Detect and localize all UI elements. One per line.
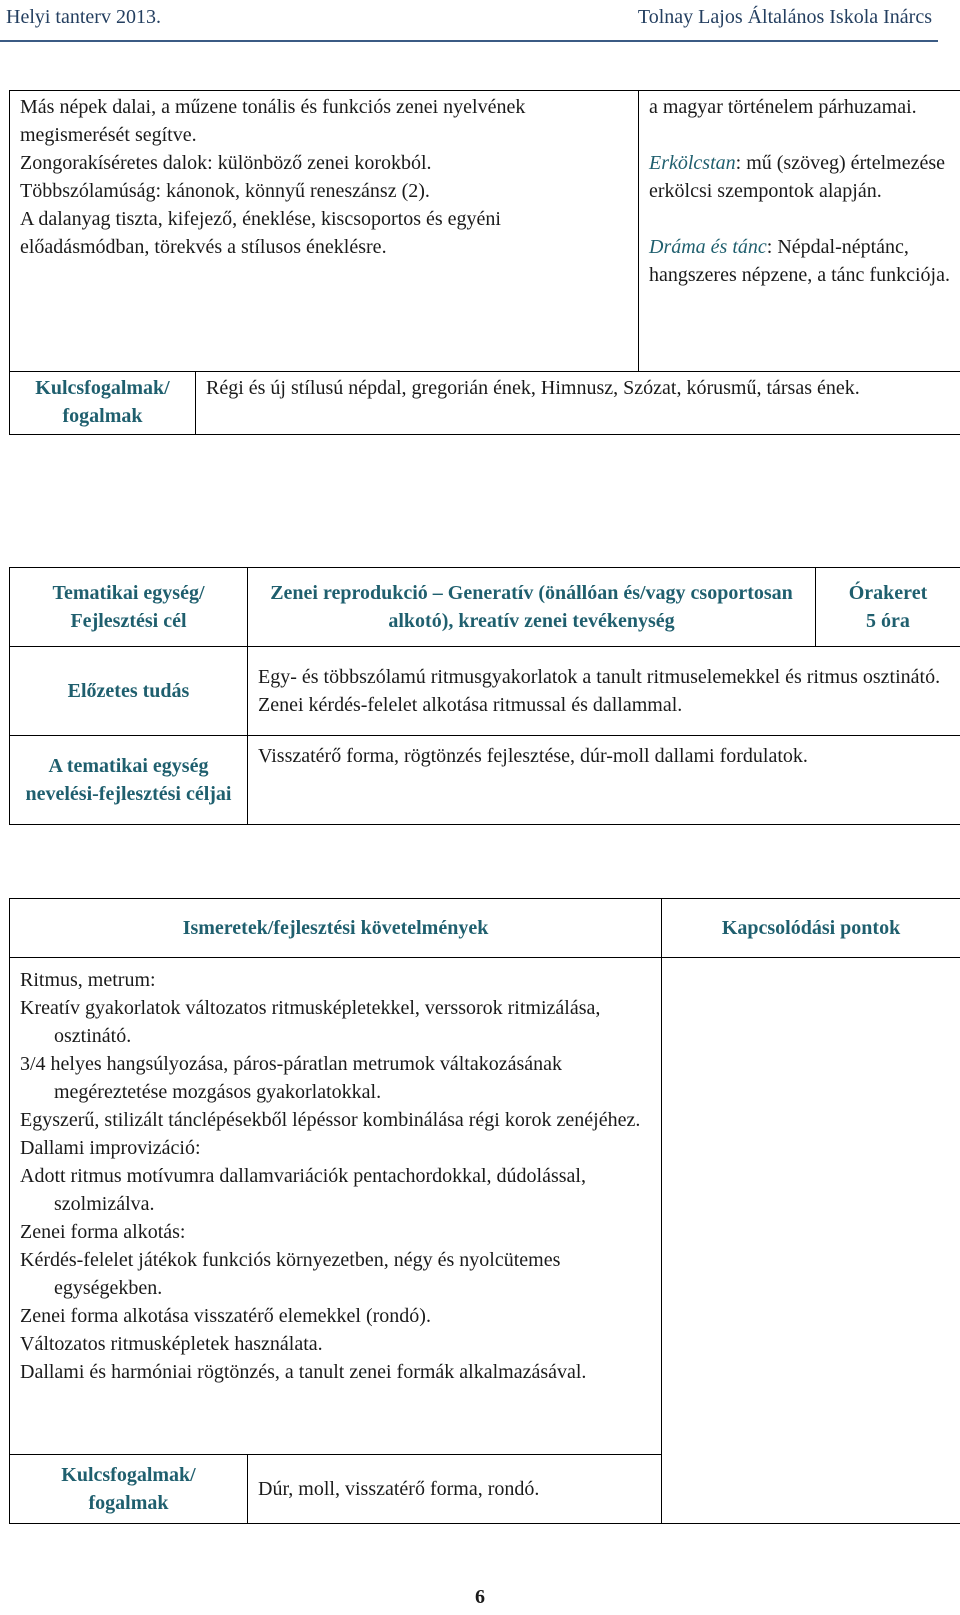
prior-text: Egy- és többszólamú ritmusgyakorlatok a tanult ritmuselemekkel és ritmus osztinátó. Zenei kérdés-felelet alkotása ritmussal és dallammal.: [248, 647, 960, 736]
content-line: előadásmódban, törekvés a stílusos éneklésre.: [20, 236, 387, 258]
header-left: Helyi tanterv 2013.: [6, 6, 161, 28]
keyword-text: Régi és új stílusú népdal, gregorián ének, Himnusz, Szózat, kórusmű, társas ének.: [196, 372, 960, 435]
content-line: megismerését segítve.: [20, 124, 197, 146]
requirement-item: Egyszerű, stilizált tánclépésekből lépéssor kombinálása régi korok zenéjéhez.: [20, 1109, 641, 1131]
link-erkolcstan-label: Erkölcstan: [649, 152, 736, 174]
keyword-label-2: Kulcsfogalmak/ fogalmak: [10, 1455, 248, 1524]
requirement-item: Ritmus, metrum:: [20, 969, 156, 991]
col2-header: Kapcsolódási pontok: [662, 899, 960, 958]
requirement-item: Dallami improvizáció:: [20, 1137, 201, 1159]
keyword-label: Kulcsfogalmak/ fogalmak: [10, 372, 196, 435]
content-line: Zongorakíséretes dalok: különböző zenei korokból.: [20, 152, 432, 174]
table-continuation: [9, 90, 960, 435]
keyword-text-2: Dúr, moll, visszatérő forma, rondó.: [248, 1455, 662, 1524]
link-erkolcstan-text: : mű (szöveg) értelmezése erkölcsi szempontok alapján.: [649, 152, 946, 202]
requirement-item: Zenei forma alkotása visszatérő elemekkel (rondó).: [20, 1305, 431, 1327]
goals-label: A tematikai egység nevelési-fejlesztési céljai: [10, 736, 248, 825]
hours-cell: [816, 568, 960, 647]
requirement-item: Dallami és harmóniai rögtönzés, a tanult zenei formák alkalmazásával.: [20, 1361, 587, 1383]
page-header: [6, 6, 932, 29]
prior-label: Előzetes tudás: [10, 647, 248, 736]
unit-title: Zenei reprodukció – Generatív (önállóan és/vagy csoportosan alkotó), kreatív zenei tevékenység: [248, 568, 816, 647]
goals-text: Visszatérő forma, rögtönzés fejlesztése, dúr-moll dallami fordulatok.: [248, 736, 960, 825]
content-cell: [10, 91, 639, 372]
page-number: 6: [475, 1586, 485, 1608]
requirement-item: Adott ritmus motívumra dallamvariációk pentachordokkal, dúdolással, szolmizálva.: [20, 1165, 586, 1215]
content-line: A dalanyag tiszta, kifejező, éneklése, kiscsoportos és egyéni: [20, 208, 501, 230]
connections-cell: [662, 958, 960, 1524]
content-line: Más népek dalai, a műzene tonális és funkciós zenei nyelvének: [20, 96, 526, 118]
links-cell: [639, 91, 960, 372]
col1-header: Ismeretek/fejlesztési követelmények: [10, 899, 662, 958]
content-lines: [20, 93, 628, 261]
requirement-item: Kreatív gyakorlatok változatos ritmusképletekkel, verssorok ritmizálása, osztinátó.: [20, 997, 601, 1047]
header-divider: [0, 40, 938, 42]
table-unit: [9, 567, 960, 825]
table-requirements: [9, 898, 960, 1524]
links-intro: a magyar történelem párhuzamai.: [649, 96, 917, 118]
header-right: Tolnay Lajos Általános Iskola Inárcs: [637, 6, 932, 28]
requirements-list: [20, 966, 651, 1386]
hours-label: Órakeret: [848, 582, 928, 604]
hours-value: 5 óra: [866, 610, 910, 632]
link-drama: [649, 233, 950, 289]
requirement-item: Kérdés-felelet játékok funkciós környezetben, négy és nyolcütemes egységekben.: [20, 1249, 561, 1299]
link-drama-label: Dráma és tánc: [649, 236, 767, 258]
requirement-item: Változatos ritmusképletek használata.: [20, 1333, 323, 1355]
link-erkolcstan: [649, 149, 950, 205]
requirements-cell: [10, 958, 662, 1455]
content-line: Többszólamúság: kánonok, könnyű reneszánsz (2).: [20, 180, 430, 202]
link-drama-text: : Népdal-néptánc, hangszeres népzene, a tánc funkciója.: [649, 236, 950, 286]
unit-label: Tematikai egység/ Fejlesztési cél: [10, 568, 248, 647]
requirement-item: Zenei forma alkotás:: [20, 1221, 186, 1243]
requirement-item: 3/4 helyes hangsúlyozása, páros-páratlan metrumok váltakozásának megéreztetése mozgásos gyakorlatokkal.: [20, 1053, 563, 1103]
